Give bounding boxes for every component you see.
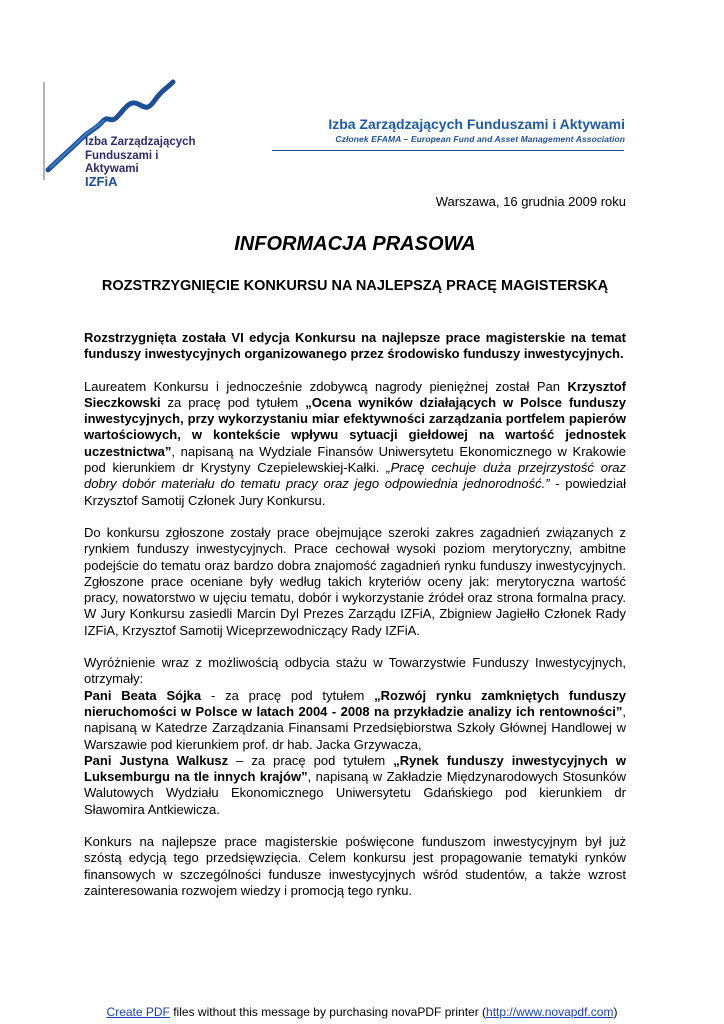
winner1-name: Pani Beata Sójka	[84, 687, 202, 703]
laureate-paragraph	[84, 379, 626, 509]
lead-text: Rozstrzygnięta została VI edycja Konkursu na najlepsze prace magisterskie na temat funduszy inwestycyjnych organizowanego przez środowisko funduszy inwestycyjnych.	[84, 330, 626, 362]
winner2-text-a: – za pracę pod tytułem	[228, 752, 394, 768]
p1-text-a: Laureatem Konkursu i jednocześnie zdobywcą nagrody pieniężnej został Pan	[84, 378, 568, 394]
distinctions-intro: Wyróżnienie wraz z możliwością odbycia stażu w Towarzystwie Funduszy Inwestycyjnych, otrzymały:	[84, 655, 626, 687]
winner1-text-b: , napisaną w Katedrze Zarządzania Finansami Przedsiębiorstwa Szkoły Głównej Handlowej w Warszawie pod kierunkiem prof. dr hab. Jacka Grzywacza,	[84, 703, 626, 752]
footer-text: files without this message by purchasing novaPDF printer (	[169, 1005, 487, 1019]
winner1-thesis-title: „Rozwój rynku zamkniętych funduszy nieruchomości w Polsce w latach 2004 - 2008 na przykładzie analizy ich rentowności”	[84, 687, 626, 719]
article-body	[84, 330, 626, 915]
date-line: Warszawa, 16 grudnia 2009 roku	[435, 194, 626, 209]
winner2-text-b: , napisaną w Zakładzie Międzynarodowych Stosunków Walutowych Wydziału Ekonomicznego Uniwersytetu Gdańskiego pod kierunkiem dr Sławomira Antkiewicza.	[84, 769, 626, 817]
page-subtitle: ROZSTRZYGNIĘCIE KONKURSU NA NAJLEPSZĄ PRACĘ MAGISTERSKĄ	[101, 278, 609, 294]
page-title: INFORMACJA PRASOWA	[234, 233, 476, 255]
novapdf-link[interactable]: http://www.novapdf.com	[486, 1005, 614, 1019]
p1-text-c: za pracę pod tytułem	[160, 394, 306, 410]
logo-text-line2: Funduszami i Aktywami	[85, 150, 159, 175]
create-pdf-link[interactable]: Create PDF	[106, 1005, 170, 1019]
org-name: Izba Zarządzających Funduszami i Aktywami	[328, 116, 625, 132]
p1-text-e: , napisaną na Wydziale Finansów Uniwersytetu Ekonomicznego w Krakowie pod kierunkiem dr Krystyny Czepielewskiej-Kałki.	[84, 443, 626, 476]
winner2-thesis-title: „Rynek funduszy inwestycyjnych w Luksemburgu na tle innych krajów”	[84, 752, 626, 785]
org-subtitle: Członek EFAMA – European Fund and Asset Management Association	[335, 134, 625, 144]
winner1-text-a: - za pracę pod tytułem	[201, 687, 375, 703]
p1-text-g: - powiedział Krzysztof Samotij Członek Jury Konkursu.	[84, 476, 626, 508]
distinctions-paragraph	[84, 655, 626, 818]
closing-paragraph: Konkurs na najlepsze prace magisterskie poświęcone funduszom inwestycyjnym był już szóstą edycją tego przedsięwzięcia. Celem konkursu jest propagowanie tematyki rynków finansowych w szczególności fundusze inwestycyjnych wśród studentów, a także wzrost zainteresowania rozwojem wiedzy i promocją tego rynku.	[84, 834, 626, 898]
footer-close: )	[613, 1005, 618, 1019]
jury-quote: „Pracę cechuje duża przejrzystość oraz dobry dobór materiału do tematu pracy oraz jego odpowiednia jednorodność.”	[84, 460, 627, 492]
competition-paragraph: Do konkursu zgłoszone zostały prace obejmujące szeroki zakres zagadnień związanych z rynkiem funduszy inwestycyjnych. Prace cechował wysoki poziom merytoryczny, ambitne podejście do tematu oraz bardzo dobra znajomość zagadnień rynku funduszy inwestycyjnych. Zgłoszone prace oceniane były według takich kryteriów oceny jak: merytoryczna wartość pracy, nowatorstwo w ujęciu tematu, dobór i wykorzystanie źródeł oraz strona formalna pracy. W Jury Konkursu zasiedli Marcin Dyl Prezes Zarządu IZFiA, Zbigniew Jagiełło Członek Rady IZFiA, Krzysztof Samotij Wiceprzewodniczący Rady IZFiA.	[84, 524, 626, 638]
header-divider	[272, 150, 624, 151]
org-header	[270, 116, 625, 144]
pdf-footer	[0, 1005, 724, 1019]
logo-abbreviation: IZFiA	[85, 174, 118, 189]
winner2-name: Pani Justyna Walkusz	[84, 752, 229, 768]
laureate-name: Krzysztof Sieczkowski	[84, 378, 626, 410]
laureate-thesis-title: „Ocena wyników działających w Polsce funduszy inwestycyjnych, przy wykorzystaniu miar efektywności zarządzania portfelem papierów wartościowych, w kontekście wpływu sytuacji giełdowej na wartość jednostek uczestnictwa”	[84, 394, 627, 459]
logo-text-line1: Izba Zarządzających	[85, 136, 196, 148]
lead-paragraph	[84, 330, 626, 363]
izfia-logo	[40, 70, 210, 195]
